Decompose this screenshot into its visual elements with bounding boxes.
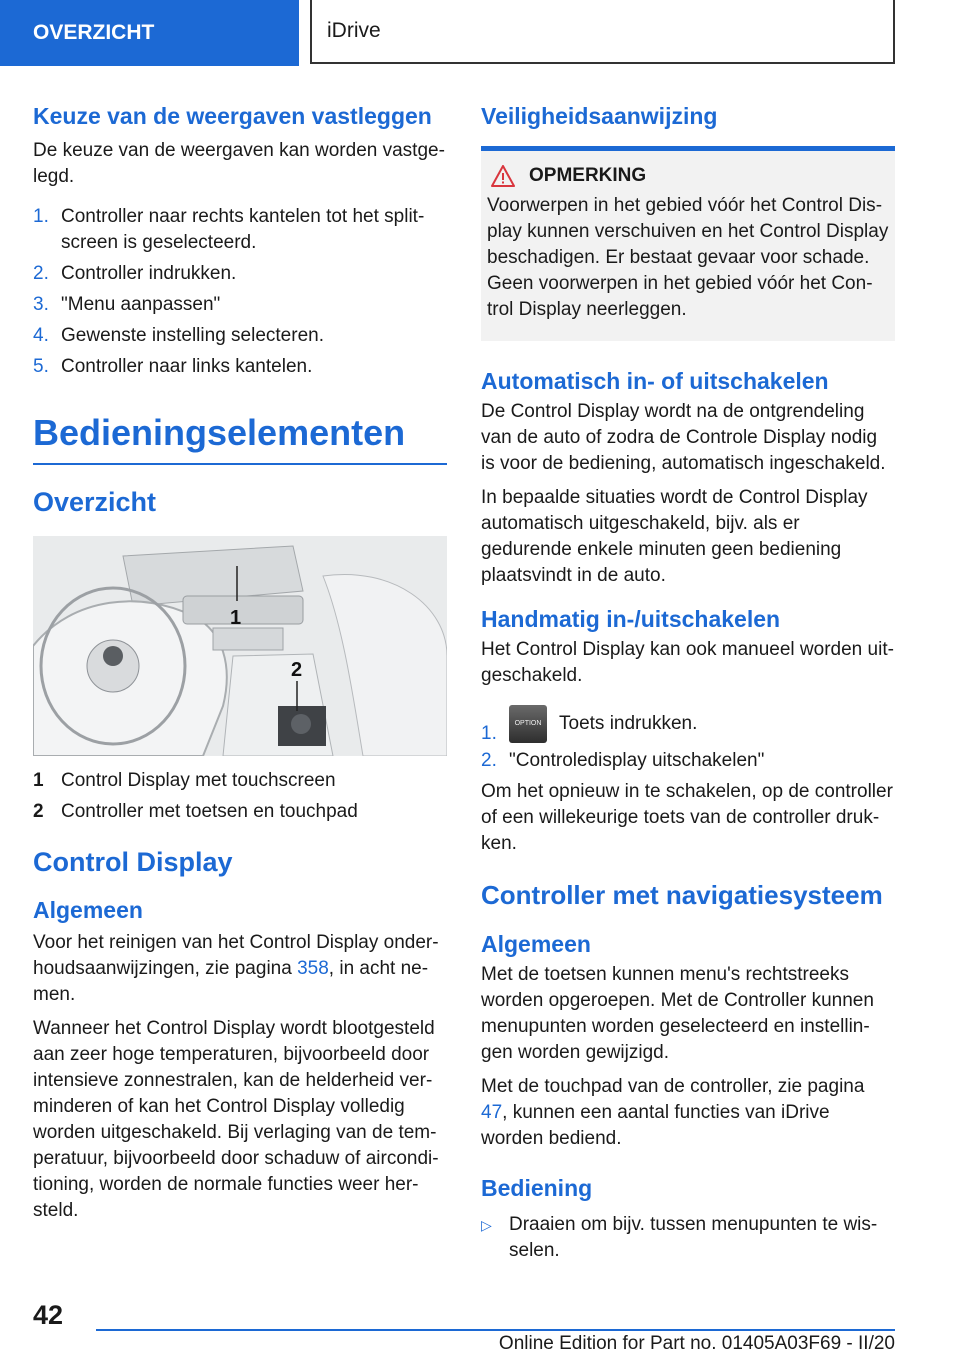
list-item: 2 Controller met toetsen en touchpad: [33, 800, 358, 822]
para-nav-1: Met de toetsen kunnen menu's rechtstreeks worden opgeroepen. Met de Controller kunnen menupunten worden geselecteerd en instellingen worden gewijzigd.: [481, 964, 874, 1064]
chapter-title: iDrive: [310, 0, 895, 64]
triangle-bullet-icon: ▷: [481, 1217, 492, 1234]
heading-overzicht: Overzicht: [33, 486, 157, 517]
footer-edition: Online Edition for Part no. 01405A03F69 - II/20: [498, 1333, 895, 1354]
para-auto-1: De Control Display wordt na de ontgrendeling van de auto of zodra de Controle Display nodig is voor de bediening, automatisch ingeschakeld.: [481, 400, 886, 474]
list-item: 4. Gewenste instelling selecteren.: [33, 324, 324, 346]
para-keuze: De keuze van de weergaven kan worden vastgelegd.: [33, 139, 445, 187]
list-item: 3. "Menu aanpassen": [33, 293, 221, 315]
dashboard-figure: [33, 536, 447, 756]
list-item: 1. OPTION Toets indrukken.: [481, 705, 895, 743]
heading-veiligheid: Veiligheidsaanwijzing: [481, 103, 718, 129]
heading-automatisch: Automatisch in- of uitschakelen: [481, 367, 829, 394]
heading-keuze: Keuze van de weergaven vastleggen: [33, 103, 432, 129]
note-text: Voorwerpen in het gebied vóór het Control Display kunnen verschuiven en het Control Display beschadigen. Er bestaat gevaar voor schade. Geen voorwerpen in het gebied vóór het Control Display neerleggen.: [487, 194, 889, 320]
list-item: ▷ Draaien om bijv. tussen menupunten te wisselen.: [481, 1214, 878, 1262]
footer-rule: [96, 1329, 895, 1331]
page-link-358[interactable]: 358: [297, 957, 329, 979]
para-nav-2: Met de touchpad van de controller, zie pagina 47, kunnen een aantal functies van iDrive worden bediend.: [481, 1076, 865, 1150]
note-box: [481, 151, 895, 341]
steps-list: [33, 204, 447, 380]
list-item: 2. "Controledisplay uitschakelen": [481, 749, 765, 771]
heading-bedieningselementen: Bedieningselementen: [33, 411, 406, 453]
warning-icon: [491, 165, 515, 187]
heading-controller-nav: Controller met navigatiesysteem: [481, 879, 883, 910]
right-column: [481, 98, 895, 1269]
heading-control-display: Control Display: [33, 846, 233, 877]
bediening-list: [481, 1212, 895, 1264]
section-tab: OVERZICHT: [0, 0, 299, 66]
page-header: [0, 0, 960, 66]
heading-algemeen-2: Algemeen: [481, 931, 591, 958]
figure-callout-2: 2: [291, 658, 303, 681]
para-reinigen: Voor het reinigen van het Control Display onderhoudsaanwijzingen, zie pagina 358, in acht nemen.: [33, 931, 439, 1005]
list-item: 1. Controller naar rechts kantelen tot het splitscreen is geselecteerd.: [33, 205, 425, 253]
para-opnieuw: Om het opnieuw in te schakelen, op de controller of een willekeurige toets van de controller drukken.: [481, 780, 893, 854]
figure-callout-1: 1: [230, 606, 242, 629]
para-handmatig: Het Control Display kan ook manueel worden uitgeschakeld.: [481, 638, 894, 686]
handmatig-steps: [481, 705, 895, 774]
heading-algemeen: Algemeen: [33, 896, 143, 923]
heading-rule: [33, 463, 447, 465]
list-item: 2. Controller indrukken.: [33, 262, 237, 284]
para-temperatuur: Wanneer het Control Display wordt blootgesteld aan zeer hoge temperaturen, bijvoorbeeld door intensieve zonnestralen, kan de helderheid verminderen of kan het Control Display volledig worden uitgeschakeld. Bij verlaging van de temperatuur, bijvoorbeeld door schaduw of airconditioning, worden de normale functies weer hersteld.: [33, 1017, 439, 1221]
dashboard-illustration: [33, 536, 447, 756]
para-auto-2: In bepaalde situaties wordt de Control Display automatisch uitgeschakeld, bijv. als er gedurende enkele minuten geen bediening plaatsvindt in de auto.: [481, 486, 868, 586]
heading-handmatig: Handmatig in-/uitschakelen: [481, 605, 781, 632]
list-item: 1 Control Display met touchscreen: [33, 769, 336, 791]
heading-bediening: Bediening: [481, 1175, 593, 1202]
option-button-icon: OPTION: [509, 705, 547, 743]
left-column: [33, 98, 447, 1224]
list-item: 5. Controller naar links kantelen.: [33, 355, 313, 377]
figure-legend: [33, 768, 447, 825]
page-number: 42: [33, 1300, 64, 1330]
page-link-47[interactable]: 47: [481, 1102, 503, 1124]
note-title: OPMERKING: [529, 164, 647, 186]
